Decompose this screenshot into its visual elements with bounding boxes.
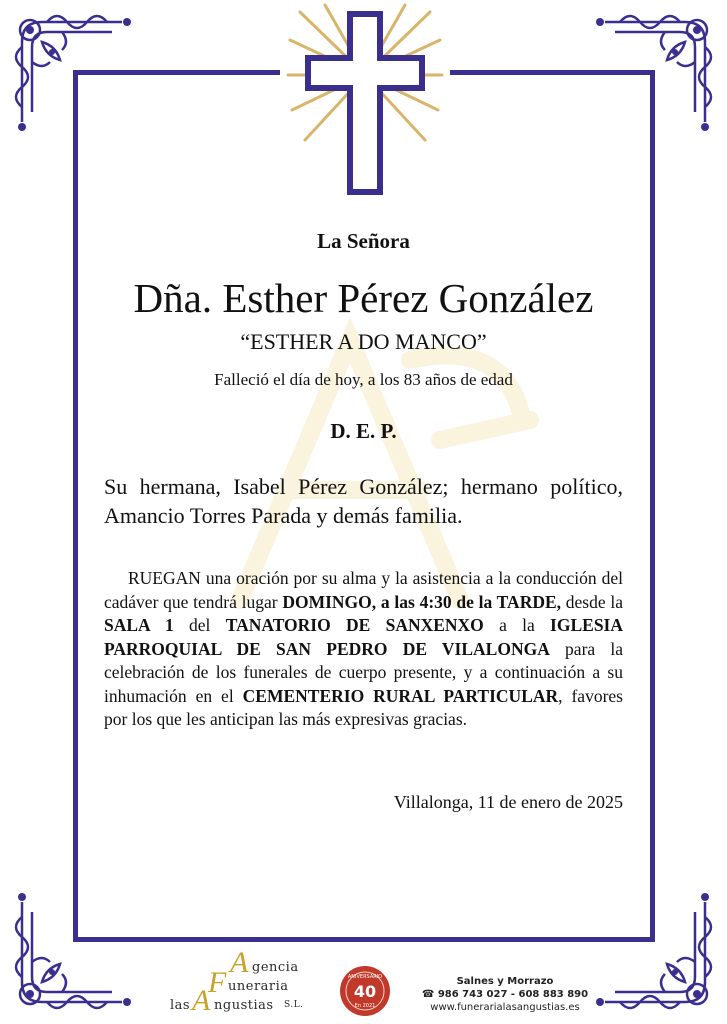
logo-letter: A <box>192 984 211 1017</box>
funeral-home: TANATORIO DE SANXENXO <box>225 615 484 635</box>
funeral-text: a la <box>483 615 551 635</box>
seal-number: 40 <box>353 982 377 1001</box>
deceased-nickname: “ESTHER A DO MANCO” <box>240 329 487 354</box>
contact-region: Salnes y Morrazo <box>456 976 554 987</box>
logo-word: S.L. <box>284 1000 304 1010</box>
funeral-text: del <box>173 615 226 635</box>
contact-phone: ☎ 986 743 027 - 608 883 890 <box>421 989 589 1000</box>
funeral-text: , favores por los que les anticipan las más expresivas gracias. <box>104 685 623 729</box>
logo-word: las <box>170 998 191 1013</box>
funeral-church: IGLESIA PARROQUIAL DE SAN PEDRO DE VILALONGA <box>104 615 623 659</box>
place-date: Villalonga, 11 de enero de 2025 <box>393 792 623 812</box>
corner-ornament-icon <box>2 882 142 1022</box>
logo-letter: F <box>208 966 227 999</box>
contact-website[interactable]: www.funerarialasangustias.es <box>430 1002 580 1013</box>
logo-word: uneraria <box>228 979 289 994</box>
funeral-text: para la celebración de los funerales de cuerpo presente, y a continuación a su inhumación en el <box>104 638 623 706</box>
funeral-details <box>104 567 623 732</box>
logo-word: ngustias <box>214 998 274 1013</box>
deceased-name: Dña. Esther Pérez González <box>133 275 594 321</box>
corner-ornament-icon <box>585 2 725 142</box>
funeral-cemetery: CEMENTERIO RURAL PARTICULAR <box>242 685 559 706</box>
logo-word: gencia <box>252 960 299 975</box>
notice-heading: La Señora <box>317 229 410 253</box>
corner-ornament-icon <box>585 882 725 1022</box>
funeral-room: SALA 1 <box>104 615 174 635</box>
company-logo <box>168 946 328 1020</box>
seal-top-text: ANIVERSARIO <box>347 974 383 980</box>
contact-block <box>410 975 600 1014</box>
corner-ornament-icon <box>2 2 142 142</box>
logo-letter: A <box>230 946 249 979</box>
anniversary-seal-icon <box>338 964 392 1018</box>
death-info: Falleció el día de hoy, a los 83 años de edad <box>214 370 513 389</box>
funeral-text: desde la <box>561 591 623 612</box>
family-text: Su hermana, Isabel Pérez González; hermano político, Amancio Torres Parada y demás familia. <box>104 474 623 528</box>
dep-text: D. E. P. <box>330 419 397 443</box>
cross-icon <box>280 0 450 200</box>
seal-bottom-text: En 2021 <box>354 1003 376 1009</box>
funeral-time: DOMINGO, a las 4:30 de la TARDE, <box>282 591 562 612</box>
funeral-text: RUEGAN una oración por su alma y la asistencia a la conducción del cadáver que tendrá lugar <box>104 568 623 612</box>
